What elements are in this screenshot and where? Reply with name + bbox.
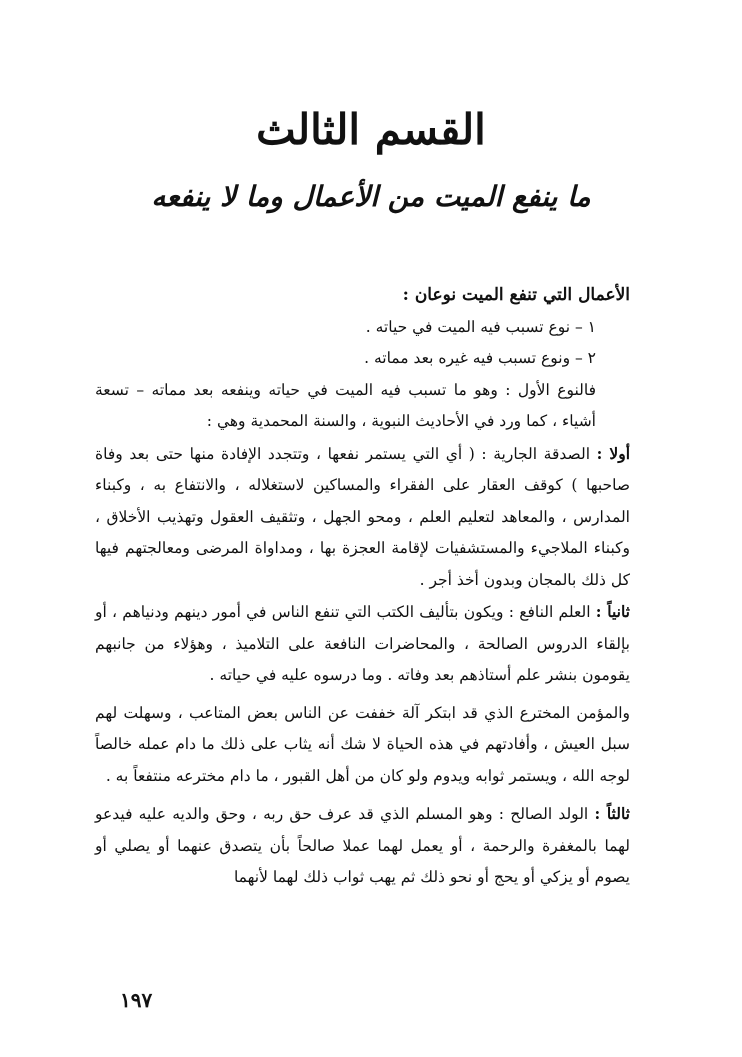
item-2-paragraph [95,596,630,692]
inventor-paragraph: والمؤمن المخترع الذي قد ابتكر آلة خففت عن الناس بعض المتاعب ، وسهلت لهم سبل العيش ، وأفادتهم في هذه الحياة لا شك أنه يثاب على ذلك ما دام عمله خالصاً لوجه الله ، ويستمر ثوابه ويدوم ولو كان من أهل القبور ، ما دام مخترعه منتفعاً به . [95,703,630,785]
item-2-label: ثانياً : [595,602,630,621]
item-2-text: العلم النافع : ويكون بتأليف الكتب التي تنفع الناس في أمور دينهم ودنياهم ، أو بإلقاء الدروس الصالحة ، والمحاضرات النافعة على التلاميذ ، وهؤلاء من جانبهم يقومون بنشر علم أستاذهم بعد وفاته . وما درسوه عليه في حياته . [95,603,630,684]
item-3-label: ثالثاً : [594,804,630,823]
body-text [95,280,630,894]
item-1-paragraph [95,438,630,597]
section-title: القسم الثالث [256,105,486,154]
intro-paragraph: فالنوع الأول : وهو ما تسبب فيه الميت في حياته وينفعه بعد مماته – تسعة أشياء ، كما ورد في الأحاديث النبوية ، والسنة المحمدية وهي : [95,380,596,430]
section-subtitle: ما ينفع الميت من الأعمال وما لا ينفعه [151,180,591,213]
item-3-paragraph [95,798,630,894]
item-1-text: الصدقة الجارية : ( أي التي يستمر نفعها ، وتتجدد الإفادة منها حتى بعد وفاة صاحبها ) كوقف العقار على الفقراء والمساكين لاستغلاله ، والانتفاع به ، وكبناء المدارس ، والمعاهد لتعليم العلم ، ومحو الجهل ، وتثقيف العقول وتهذيب الأخلاق ، وكبناء الملاجيء والمستشفيات لإقامة العجزة بها ، ومداواة المرضى ومعالجتهم فيها كل ذلك بالمجان وبدون أخذ أجر . [95,444,630,589]
page-number: ١٩٧ [120,988,153,1012]
list-item-2: ٢ – ونوع تسبب فيه غيره بعد مماته . [364,349,596,367]
item-1-label: أولا : [596,443,630,463]
item-3-text: الولد الصالح : وهو المسلم الذي قد عرف حق ربه ، وحق والديه عليه فيدعو لهما بالمغفرة والرحمة ، أو يعمل لهما عملا صالحاً بأن يتصدق عنهما أو يصلي أو يصوم أو يزكي أو يحج أو نحو ذلك ثم يهب ثواب ذلك لهما لأنهما [95,805,630,886]
list-item-1: ١ – نوع تسبب فيه الميت في حياته . [365,317,596,336]
paragraph-heading: الأعمال التي تنفع الميت نوعان : [402,285,630,305]
